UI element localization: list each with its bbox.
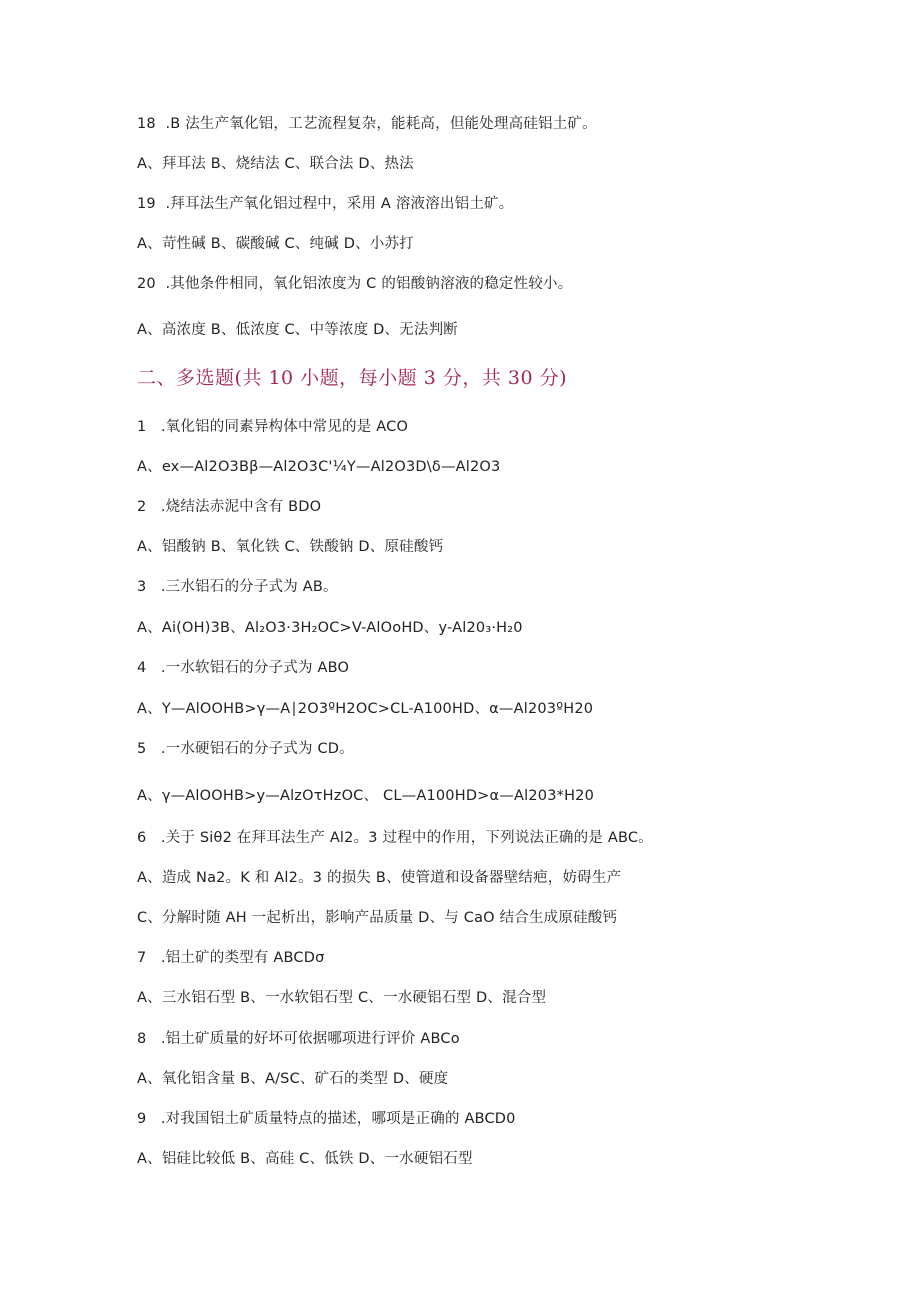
- mc-question-8: 8 .铝土矿质量的好坏可依据哪项进行评价 ABCo: [137, 1031, 460, 1047]
- mc-question-3: 3 .三水铝石的分子式为 AB。: [137, 579, 338, 595]
- question-18-options: A、拜耳法 B、烧结法 C、联合法 D、热法: [137, 156, 414, 172]
- question-20: 20 .其他条件相同，氧化铝浓度为 C 的铝酸钠溶液的稳定性较小。: [137, 276, 573, 292]
- mc-question-6: 6 .关于 Siθ2 在拜耳法生产 Al2。3 过程中的作用，下列说法正确的是 ABC。: [137, 830, 653, 846]
- question-20-options: A、高浓度 B、低浓度 C、中等浓度 D、无法判断: [137, 322, 458, 338]
- section-heading-multiple-choice: 二、多选题(共 10 小题，每小题 3 分，共 30 分): [137, 367, 568, 389]
- mc-question-2-options: A、铝酸钠 B、氧化铁 C、铁酸钠 D、原硅酸钙: [137, 539, 444, 555]
- mc-question-1: 1 .氧化铝的同素异构体中常见的是 ACO: [137, 419, 409, 435]
- mc-question-7: 7 .铝土矿的类型有 ABCDσ: [137, 950, 325, 966]
- mc-question-5-options: A、γ—AlOOHB>y—AlzOτHzOC、 CL—A100HD>α—Al203*H20: [137, 788, 595, 804]
- question-19-options: A、苛性碱 B、碳酸碱 C、纯碱 D、小苏打: [137, 236, 414, 252]
- mc-question-9-options: A、铝硅比较低 B、高硅 C、低铁 D、一水硬铝石型: [137, 1151, 473, 1167]
- mc-question-4: 4 .一水软铝石的分子式为 ABO: [137, 660, 350, 676]
- mc-question-8-options: A、氧化铝含量 B、A/SC、矿石的类型 D、硬度: [137, 1071, 449, 1087]
- mc-question-9: 9 .对我国铝土矿质量特点的描述，哪项是正确的 ABCD0: [137, 1111, 516, 1127]
- question-18: 18 .B 法生产氧化铝，工艺流程复杂，能耗高，但能处理高硅铝土矿。: [137, 116, 597, 132]
- mc-question-3-options: A、Ai(OH)3B、Al₂O3·3H₂OC>V-AlOoHD、y-Al20₃·H₂0: [137, 620, 523, 636]
- mc-question-1-options: A、ex—Al2O3Bβ—Al2O3C'¼Y—Al2O3D\δ—Al2O3: [137, 459, 501, 475]
- mc-question-2: 2 .烧结法赤泥中含有 BDO: [137, 499, 322, 515]
- mc-question-6-options-ab: A、造成 Na2。K 和 Al2。3 的损失 B、使管道和设备器壁结疤，妨碍生产: [137, 870, 622, 886]
- mc-question-5: 5 .一水硬铝石的分子式为 CD。: [137, 741, 354, 757]
- mc-question-7-options: A、三水铝石型 B、一水软铝石型 C、一水硬铝石型 D、混合型: [137, 990, 547, 1006]
- mc-question-4-options: A、Y—AlOOHB>γ—A∣2O3ºH2OC>CL-A100HD、α—Al203ºH20: [137, 701, 594, 717]
- question-19: 19 .拜耳法生产氧化铝过程中，采用 A 溶液溶出铝土矿。: [137, 196, 514, 212]
- mc-question-6-options-cd: C、分解时随 AH 一起析出，影响产品质量 D、与 CaO 结合生成原硅酸钙: [137, 910, 618, 926]
